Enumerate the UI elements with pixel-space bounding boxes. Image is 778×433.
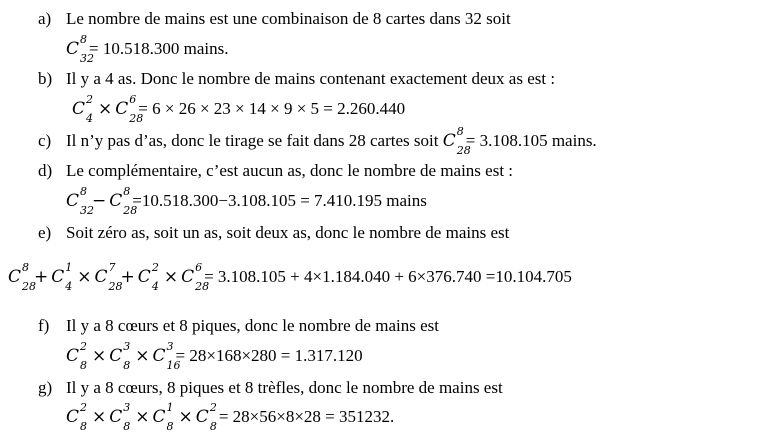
item-text: Il y a 8 cœurs, 8 piques et 8 trèfles, donc le nombre de mains est: [66, 378, 503, 397]
formula-e: C 8 28 + C 1 4 × C 7 28 + C 2 4 × C 6 28 = 3.108.105 + 4×1.184.040 + 6×376.740 =10.104.705: [8, 261, 572, 293]
item-c: [38, 125, 597, 157]
binomial-C-8-28: C 8 28: [8, 261, 37, 293]
item-label: b): [38, 69, 53, 88]
item-text: Il y a 4 as. Donc le nombre de mains contenant exactement deux as est :: [66, 69, 556, 88]
item-b: [38, 68, 555, 90]
item-label: e): [38, 223, 52, 242]
formula-result: = 6 × 26 × 23 × 14 × 9 × 5 = 2.260.440: [138, 99, 406, 118]
binomial-C-8-28: C 8 28: [109, 185, 138, 217]
binomial-C-1-4: C 1 4: [51, 261, 73, 293]
item-a: [38, 8, 511, 30]
binomial-C-2-8: C 2 8: [66, 340, 88, 372]
binomial-C-2-4: C 2 4: [72, 93, 94, 125]
item-text: Il y a 8 cœurs et 8 piques, donc le nombre de mains est: [66, 316, 439, 335]
binomial-C-7-28: C 7 28: [94, 261, 123, 293]
binomial-C-2-4: C 2 4: [137, 261, 159, 293]
binomial-C-2-8: C 2 8: [66, 401, 88, 433]
item-g: [38, 377, 503, 399]
formula-result: = 28×168×280 = 1.317.120: [175, 346, 363, 365]
item-label: a): [38, 9, 52, 28]
binomial-C-3-8: C 3 8: [109, 340, 131, 372]
item-e: [38, 222, 509, 244]
formula-a: [66, 33, 229, 65]
formula-b: C 2 4 × C 6 28 = 6 × 26 × 23 × 14 × 9 × 5 = 2.260.440: [72, 93, 406, 125]
item-text: Le complémentaire, c’est aucun as, donc le nombre de mains est :: [66, 161, 514, 180]
binomial-C-6-28: C 6 28: [181, 261, 210, 293]
item-text: Le nombre de mains est une combinaison de 8 cartes dans 32 soit: [66, 9, 511, 28]
formula-result: =10.518.300−3.108.105 = 7.410.195 mains: [132, 191, 427, 210]
item-label: f): [38, 316, 50, 335]
item-f: [38, 315, 439, 337]
binomial-C-2-8: C 2 8: [195, 401, 217, 433]
binomial-C-1-8: C 1 8: [152, 401, 174, 433]
item-tail: = 3.108.105 mains.: [465, 131, 597, 150]
binomial-C-8-28: C 8 28: [442, 125, 471, 157]
item-text: Soit zéro as, soit un as, soit deux as, donc le nombre de mains est: [66, 223, 510, 242]
binomial-C-6-28: C 6 28: [115, 93, 144, 125]
formula-result: = 10.518.300 mains.: [89, 39, 229, 58]
formula-d: C 8 32 − C 8 28 =10.518.300−3.108.105 = 7.410.195 mains: [66, 185, 427, 217]
formula-g: C 2 8 × C 3 8 × C 1 8 × C 2 8 = 28×56×8×28 = 351232.: [66, 401, 395, 433]
binomial-C-3-8: C 3 8: [109, 401, 131, 433]
item-label: d): [38, 161, 53, 180]
item-label: g): [38, 378, 53, 397]
item-text: Il n’y pas d’as, donc le tirage se fait dans 28 cartes soit: [66, 131, 439, 150]
binomial-C-3-16: C 3 16: [152, 340, 181, 372]
formula-result: = 28×56×8×28 = 351232.: [218, 407, 395, 426]
item-label: c): [38, 131, 52, 150]
binomial-C-8-32: C 8 32: [66, 33, 95, 65]
item-d: [38, 160, 513, 182]
formula-result: = 3.108.105 + 4×1.184.040 + 6×376.740 =10.104.705: [204, 267, 572, 286]
formula-f: C 2 8 × C 3 8 × C 3 16 = 28×168×280 = 1.317.120: [66, 340, 363, 372]
binomial-C-8-32: C 8 32: [66, 185, 95, 217]
